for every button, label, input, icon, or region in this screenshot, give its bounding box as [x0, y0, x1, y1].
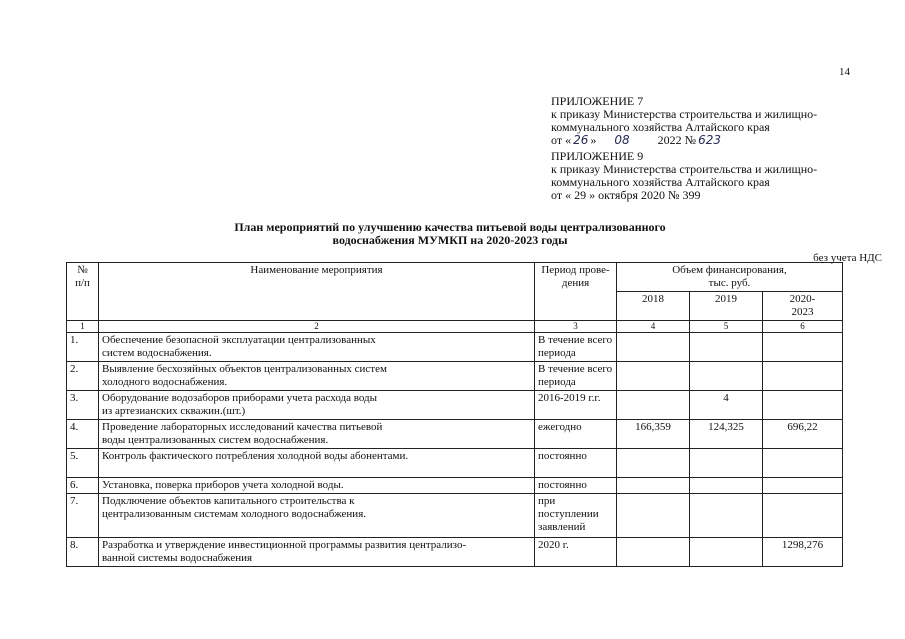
- appendix-7-heading: ПРИЛОЖЕНИЕ 7: [551, 94, 644, 108]
- header-2019: 2019: [690, 292, 763, 321]
- table-row: [67, 538, 843, 567]
- title-line1: План мероприятий по улучшению качества питьевой воды централизованного: [234, 220, 666, 234]
- row-value-2020-2023: [763, 333, 843, 362]
- appendix-7-line2: коммунального хозяйства Алтайского края: [551, 120, 770, 134]
- table-row: [67, 478, 843, 494]
- row-period: постоянно: [535, 449, 617, 478]
- row-value-2019: [690, 333, 763, 362]
- row-value-2020-2023: [763, 391, 843, 420]
- index-cell: 3: [535, 321, 617, 333]
- appendix-7-line1: к приказу Министерства строительства и жилищно-: [551, 107, 818, 121]
- row-name: Проведение лабораторных исследований качества питьевой воды централизованных систем водоснабжения.: [99, 420, 535, 449]
- appendix-9-date: от « 29 » октября 2020 № 399: [551, 188, 701, 202]
- header-num: № п/п: [67, 263, 99, 321]
- vat-note: без учета НДС: [813, 252, 882, 264]
- row-num: 1.: [67, 333, 99, 362]
- row-value-2019: [690, 362, 763, 391]
- row-name: Подключение объектов капитального строительства к централизованным системам холодного водоснабжения.: [99, 494, 535, 538]
- appendix-9-line1: к приказу Министерства строительства и жилищно-: [551, 162, 818, 176]
- date-prefix: от «: [551, 133, 572, 147]
- handwritten-number: 623: [698, 133, 722, 147]
- table-row: [67, 391, 843, 420]
- row-value-2020-2023: [763, 478, 843, 494]
- row-value-2018: [617, 538, 690, 567]
- row-num: 7.: [67, 494, 99, 538]
- row-period: 2016-2019 г.г.: [535, 391, 617, 420]
- row-value-2020-2023: 1298,276: [763, 538, 843, 567]
- date-year: 2022: [657, 133, 682, 147]
- row-name: Установка, поверка приборов учета холодной воды.: [99, 478, 535, 494]
- header-financing: Объем финансирования, тыс. руб.: [617, 263, 843, 292]
- title-line2: водоснабжения МУМКП на 2020-2023 годы: [332, 233, 568, 247]
- row-period: постоянно: [535, 478, 617, 494]
- row-value-2018: [617, 494, 690, 538]
- table-row: [67, 333, 843, 362]
- row-period: В течение всего периода: [535, 362, 617, 391]
- row-value-2020-2023: [763, 362, 843, 391]
- plan-table: [66, 262, 843, 567]
- row-num: 6.: [67, 478, 99, 494]
- row-value-2019: 4: [690, 391, 763, 420]
- date-mid: »: [590, 133, 597, 147]
- appendix-9-heading: ПРИЛОЖЕНИЕ 9: [551, 149, 644, 163]
- table-row: [67, 449, 843, 478]
- row-period: ежегодно: [535, 420, 617, 449]
- handwritten-month: 08: [614, 133, 630, 147]
- header-name: Наименование мероприятия: [99, 263, 535, 321]
- row-value-2020-2023: 696,22: [763, 420, 843, 449]
- index-cell: 4: [617, 321, 690, 333]
- index-cell: 6: [763, 321, 843, 333]
- appendix-7: [551, 95, 891, 147]
- row-value-2018: [617, 362, 690, 391]
- row-num: 5.: [67, 449, 99, 478]
- row-period: В течение всего периода: [535, 333, 617, 362]
- row-value-2020-2023: [763, 494, 843, 538]
- header-2018: 2018: [617, 292, 690, 321]
- row-value-2020-2023: [763, 449, 843, 478]
- row-value-2019: [690, 494, 763, 538]
- row-name: Выявление бесхозяйных объектов централизованных систем холодного водоснабжения.: [99, 362, 535, 391]
- table-row: [67, 494, 843, 538]
- handwritten-day: 26: [573, 133, 589, 147]
- row-value-2018: [617, 449, 690, 478]
- header-2020-2023: 2020- 2023: [763, 292, 843, 321]
- table-row: [67, 362, 843, 391]
- page-number: 14: [839, 66, 850, 78]
- row-value-2018: [617, 478, 690, 494]
- row-num: 8.: [67, 538, 99, 567]
- row-name: Разработка и утверждение инвестиционной программы развития централизо- ванной системы водоснабжения: [99, 538, 535, 567]
- index-cell: 5: [690, 321, 763, 333]
- row-name: Оборудование водозаборов приборами учета расхода воды из артезианских скважин.(шт.): [99, 391, 535, 420]
- appendix-7-date: [551, 134, 891, 147]
- row-value-2018: [617, 391, 690, 420]
- row-value-2019: 124,325: [690, 420, 763, 449]
- index-row: [67, 321, 843, 333]
- row-num: 3.: [67, 391, 99, 420]
- row-value-2019: [690, 478, 763, 494]
- header-period: Период прове- дения: [535, 263, 617, 321]
- table-row: [67, 420, 843, 449]
- row-value-2018: [617, 333, 690, 362]
- index-cell: 1: [67, 321, 99, 333]
- row-value-2019: [690, 538, 763, 567]
- row-value-2018: 166,359: [617, 420, 690, 449]
- appendix-9: [551, 150, 891, 202]
- row-value-2019: [690, 449, 763, 478]
- appendix-9-line2: коммунального хозяйства Алтайского края: [551, 175, 770, 189]
- row-name: Контроль фактического потребления холодной воды абонентами.: [99, 449, 535, 478]
- row-num: 2.: [67, 362, 99, 391]
- row-name: Обеспечение безопасной эксплуатации централизованных систем водоснабжения.: [99, 333, 535, 362]
- row-period: при поступлении заявлений: [535, 494, 617, 538]
- index-cell: 2: [99, 321, 535, 333]
- number-prefix: №: [684, 133, 697, 147]
- row-period: 2020 г.: [535, 538, 617, 567]
- row-num: 4.: [67, 420, 99, 449]
- document-title: [150, 221, 750, 247]
